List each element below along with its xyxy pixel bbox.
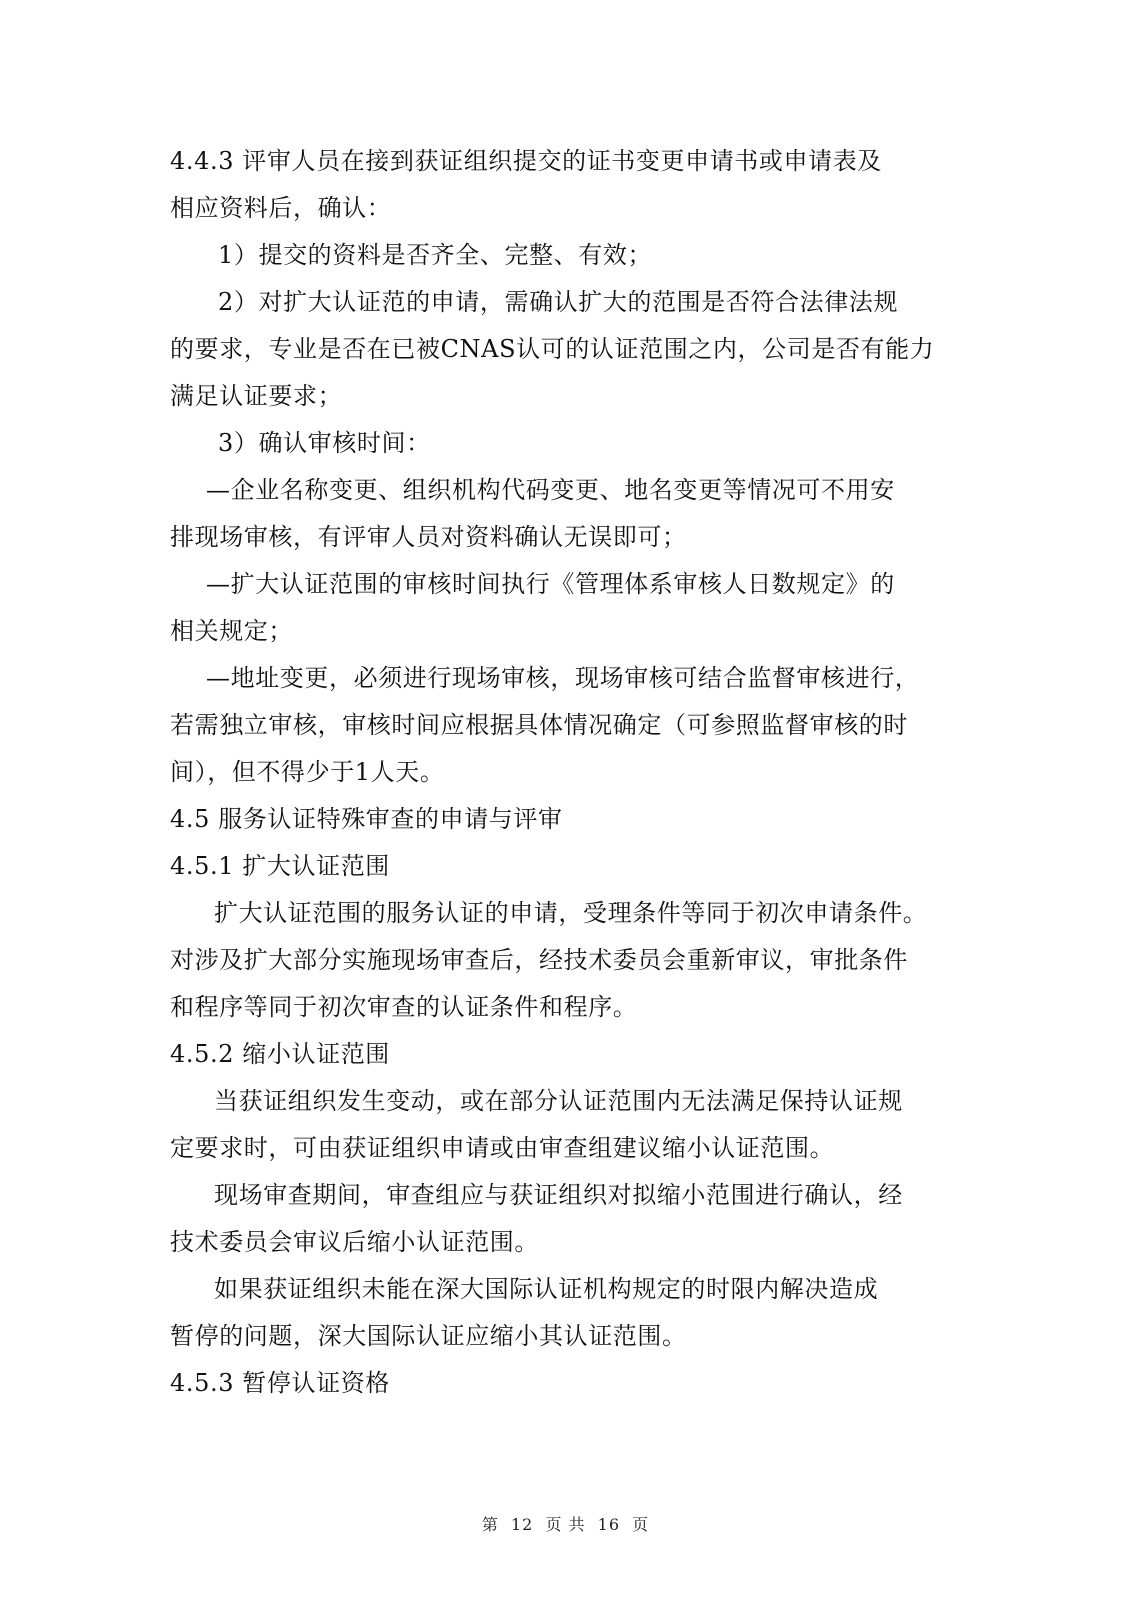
text-line: 暂停的问题，深大国际认证应缩小其认证范围。 [170, 1322, 687, 1350]
text-line: 如果获证组织未能在深大国际认证机构规定的时限内解决造成 [214, 1275, 879, 1303]
text-line: 当获证组织发生变动，或在部分认证范围内无法满足保持认证规 [214, 1087, 903, 1115]
subsection-heading: 4.5.3 暂停认证资格 [170, 1369, 390, 1397]
text-line: 若需独立审核，审核时间应根据具体情况确定（可参照监督审核的时 [170, 711, 908, 739]
text-line: 对涉及扩大部分实施现场审查后，经技术委员会重新审议，审批条件 [170, 946, 908, 974]
text-line: —企业名称变更、组织机构代码变更、地名变更等情况可不用安 [206, 476, 895, 504]
text-line: 定要求时，可由获证组织申请或由审查组建议缩小认证范围。 [170, 1134, 835, 1162]
page-footer [0, 1512, 1131, 1535]
section-heading: 4.5 服务认证特殊审查的申请与评审 [170, 805, 563, 833]
text-line: —地址变更，必须进行现场审核，现场审核可结合监督审核进行， [206, 664, 920, 692]
text-line: 满足认证要求； [170, 382, 343, 410]
text-line: 间），但不得少于1人天。 [170, 758, 445, 786]
text-line: 排现场审核，有评审人员对资料确认无误即可； [170, 523, 687, 551]
text-line: 相应资料后，确认： [170, 194, 392, 222]
text-line: 4.4.3 评审人员在接到获证组织提交的证书变更申请书或申请表及 [170, 147, 882, 175]
text-line: 技术委员会审议后缩小认证范围。 [170, 1228, 539, 1256]
footer-prefix: 第 [481, 1515, 499, 1534]
text-line: 2）对扩大认证范的申请，需确认扩大的范围是否符合法律法规 [218, 288, 899, 316]
text-line: —扩大认证范围的审核时间执行《管理体系审核人日数规定》的 [206, 570, 895, 598]
footer-total-pages: 16 [597, 1515, 620, 1534]
text-line: 和程序等同于初次审查的认证条件和程序。 [170, 993, 638, 1021]
footer-suffix: 页 [632, 1515, 650, 1534]
text-line: 3）确认审核时间： [218, 429, 431, 457]
text-line: 的要求，专业是否在已被CNAS认可的认证范围之内，公司是否有能力 [170, 335, 935, 363]
text-line: 1）提交的资料是否齐全、完整、有效； [218, 241, 653, 269]
text-line: 相关规定； [170, 617, 293, 645]
subsection-heading: 4.5.1 扩大认证范围 [170, 852, 390, 880]
document-body [170, 138, 945, 1407]
footer-page-number: 12 [511, 1515, 534, 1534]
text-line: 扩大认证范围的服务认证的申请，受理条件等同于初次申请条件。 [214, 899, 928, 927]
subsection-heading: 4.5.2 缩小认证范围 [170, 1040, 390, 1068]
footer-middle: 页 共 [545, 1515, 586, 1534]
text-line: 现场审查期间，审查组应与获证组织对拟缩小范围进行确认，经 [214, 1181, 903, 1209]
